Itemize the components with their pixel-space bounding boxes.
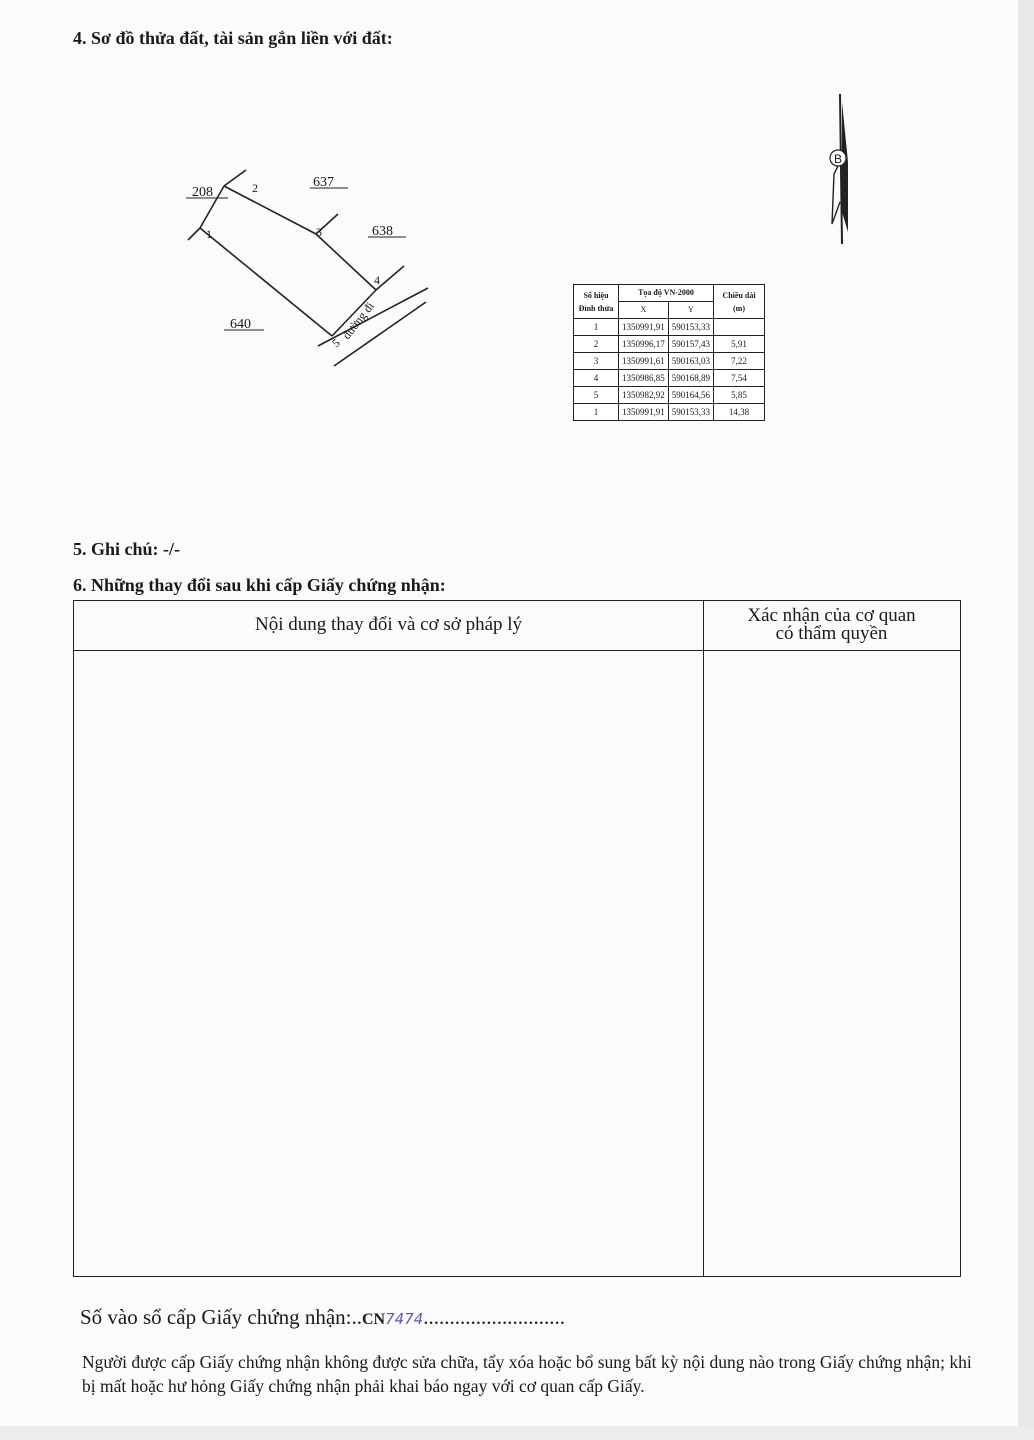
registration-label: Số vào sổ cấp Giấy chứng nhận:.. bbox=[80, 1305, 362, 1329]
registration-line bbox=[80, 1305, 565, 1330]
cell-y: 590153,33 bbox=[668, 319, 713, 336]
coordinate-table bbox=[573, 284, 765, 421]
cell-length: 5,91 bbox=[714, 336, 765, 353]
table-row bbox=[574, 370, 765, 387]
column-divider bbox=[703, 601, 704, 1276]
cell-x: 1350982,92 bbox=[619, 387, 669, 404]
cell-length: 14,38 bbox=[714, 404, 765, 421]
cell-y: 590163,03 bbox=[668, 353, 713, 370]
parcel-boundary-2-3 bbox=[224, 186, 316, 234]
parcel-boundary-1-5 bbox=[200, 228, 332, 336]
extension-line bbox=[224, 170, 246, 186]
parcel-label-637: 637 bbox=[313, 175, 334, 190]
section-6-title: 6. Những thay đổi sau khi cấp Giấy chứng nhận: bbox=[73, 575, 446, 595]
header-length-line2: (m) bbox=[733, 303, 745, 313]
cell-y: 590164,56 bbox=[668, 387, 713, 404]
header-length bbox=[714, 285, 765, 319]
vertex-label-4: 4 bbox=[374, 273, 380, 287]
extension-line bbox=[376, 266, 404, 290]
cell-x: 1350986,85 bbox=[619, 370, 669, 387]
page-edge-right bbox=[1018, 0, 1034, 1440]
extension-line bbox=[188, 228, 200, 240]
vertex-label-3: 3 bbox=[316, 225, 322, 239]
registration-handwritten-number: 7474 bbox=[385, 1310, 424, 1328]
table-row bbox=[574, 319, 765, 336]
vertex-label-1: 1 bbox=[206, 227, 212, 241]
section-4-title: 4. Sơ đồ thửa đất, tài sản gắn liền với đất: bbox=[73, 28, 393, 48]
cell-vertex: 1 bbox=[574, 319, 619, 336]
cell-vertex: 4 bbox=[574, 370, 619, 387]
north-arrow-icon bbox=[812, 92, 872, 252]
cell-y: 590153,33 bbox=[668, 404, 713, 421]
header-vertex bbox=[574, 285, 619, 319]
cell-y: 590168,89 bbox=[668, 370, 713, 387]
table-row bbox=[574, 353, 765, 370]
cell-x: 1350996,17 bbox=[619, 336, 669, 353]
section-5-title: 5. Ghi chú: -/- bbox=[73, 539, 181, 559]
notice-text: Người được cấp Giấy chứng nhận không được sửa chữa, tẩy xóa hoặc bổ sung bất kỳ nội dung nào trong Giấy chứng nhận; khi bị mất hoặc hư hỏng Giấy chứng nhận phải khai báo ngay với cơ quan cấp Giấy. bbox=[82, 1352, 972, 1396]
north-symbol: B bbox=[833, 152, 843, 166]
parcel-boundary-3-4 bbox=[316, 234, 376, 290]
vertex-label-2: 2 bbox=[252, 181, 258, 195]
table-header-row bbox=[574, 285, 765, 302]
changes-col2-header-line2: có thẩm quyền bbox=[775, 623, 888, 644]
header-vertex-line1: Số hiệu bbox=[583, 290, 609, 300]
cell-length bbox=[714, 319, 765, 336]
cell-x: 1350991,61 bbox=[619, 353, 669, 370]
cell-y: 590157,43 bbox=[668, 336, 713, 353]
registration-dots: ........................... bbox=[423, 1305, 566, 1329]
changes-col2-header-line1: Xác nhận của cơ quan bbox=[747, 605, 916, 626]
table-row bbox=[574, 336, 765, 353]
table-row bbox=[574, 404, 765, 421]
page-edge-bottom bbox=[0, 1426, 1034, 1440]
cell-length: 5,85 bbox=[714, 387, 765, 404]
vertex-label-5: 5 bbox=[329, 335, 343, 351]
registration-prefix: CN bbox=[362, 1311, 386, 1328]
land-parcel-sketch bbox=[150, 150, 450, 370]
cell-vertex: 3 bbox=[574, 353, 619, 370]
changes-table bbox=[73, 600, 961, 1277]
cell-vertex: 5 bbox=[574, 387, 619, 404]
header-length-line1: Chiều dài bbox=[722, 290, 756, 300]
parcel-label-208: 208 bbox=[192, 185, 213, 200]
header-coords: Tọa độ VN-2000 bbox=[619, 285, 714, 302]
table-row bbox=[574, 387, 765, 404]
parcel-label-638: 638 bbox=[372, 224, 393, 239]
header-x: X bbox=[619, 302, 669, 319]
road-label: đường đi bbox=[339, 299, 377, 342]
parcel-label-640: 640 bbox=[230, 317, 251, 332]
changes-col1-header: Nội dung thay đổi và cơ sở pháp lý bbox=[254, 614, 523, 635]
cell-x: 1350991,91 bbox=[619, 404, 669, 421]
cell-x: 1350991,91 bbox=[619, 319, 669, 336]
changes-col2-header bbox=[703, 607, 960, 643]
cell-vertex: 1 bbox=[574, 404, 619, 421]
header-divider bbox=[74, 650, 960, 651]
header-vertex-line2: Đỉnh thửa bbox=[578, 303, 614, 313]
cell-length: 7,54 bbox=[714, 370, 765, 387]
cell-vertex: 2 bbox=[574, 336, 619, 353]
cell-length: 7,22 bbox=[714, 353, 765, 370]
header-y: Y bbox=[668, 302, 713, 319]
